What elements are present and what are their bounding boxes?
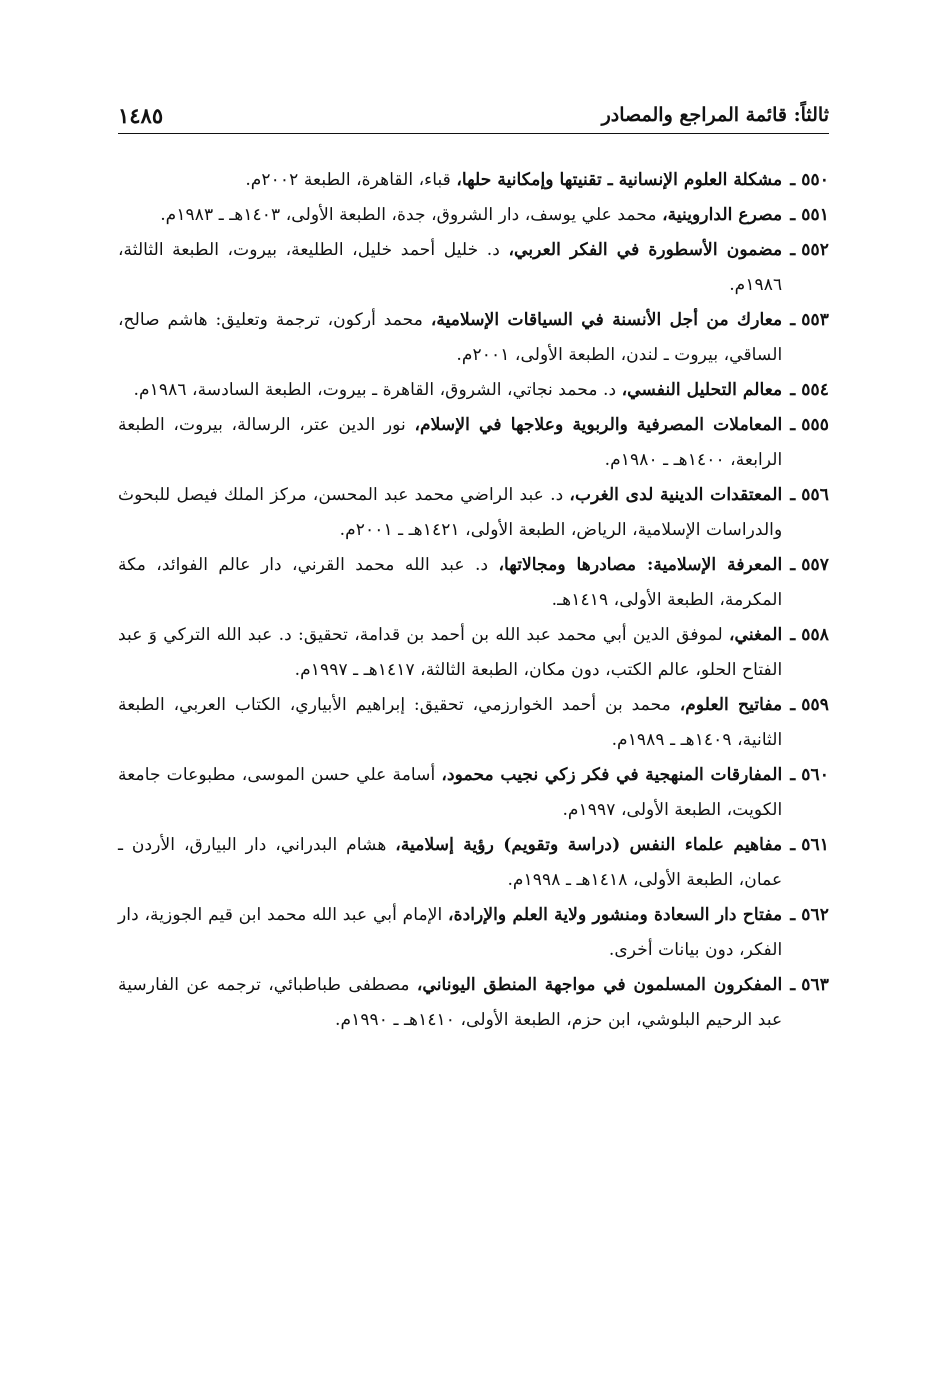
bibliography-entry — [118, 303, 829, 373]
entry-details: محمد بن أحمد الخوارزمي، تحقيق: إبراهيم الأبياري، الكتاب العربي، الطبعة الثانية، ١٤٠٩هـ ـ ١٩٨٩م. — [118, 695, 783, 750]
entry-text — [118, 408, 782, 478]
entry-number: ٥٥١ ـ — [790, 205, 829, 225]
entry-details: أسامة علي حسن الموسى، مطبوعات جامعة الكويت، الطبعة الأولى، ١٩٩٧م. — [118, 765, 783, 820]
entry-text — [118, 828, 782, 898]
entry-text — [118, 688, 782, 758]
section-title: ثالثاً: قائمة المراجع والمصادر — [601, 104, 829, 126]
entry-details: د. خليل أحمد خليل، الطليعة، بيروت، الطبعة الثالثة، ١٩٨٦م. — [118, 240, 783, 295]
entry-number: ٥٥٠ ـ — [790, 170, 829, 190]
entry-title: مضمون الأسطورة في الفكر العربي، — [508, 240, 783, 260]
bibliography-entry — [118, 898, 829, 968]
entry-title: مصرع الداروينية، — [662, 205, 783, 225]
entry-number: ٥٥٤ ـ — [790, 380, 829, 400]
bibliography-list — [118, 163, 829, 1038]
entry-number: ٥٥٣ ـ — [790, 310, 829, 330]
entry-title: المعتقدات الدينية لدى الغرب، — [569, 485, 783, 505]
entry-text — [118, 198, 782, 233]
entry-text — [118, 548, 782, 618]
entry-text — [118, 898, 782, 968]
entry-text — [118, 373, 782, 408]
entry-number: ٥٦٢ ـ — [790, 905, 829, 925]
entry-details: قباء، القاهرة، الطبعة ٢٠٠٢م. — [245, 170, 457, 190]
entry-title: مشكلة العلوم الإنسانية ـ تقنيتها وإمكانية حلها، — [456, 170, 783, 190]
entry-title: المفكرون المسلمون في مواجهة المنطق اليوناني، — [416, 975, 783, 995]
bibliography-entry — [118, 373, 829, 408]
entry-title: المغني، — [728, 625, 783, 645]
entry-details: د. محمد نجاتي، الشروق، القاهرة ـ بيروت، الطبعة السادسة، ١٩٨٦م. — [133, 380, 622, 400]
running-header — [118, 97, 829, 134]
bibliography-entry — [118, 828, 829, 898]
entry-title: مفتاح دار السعادة ومنشور ولاية العلم والإرادة، — [448, 905, 783, 925]
entry-title: المفارقات المنهجية في فكر زكي نجيب محمود، — [441, 765, 783, 785]
entry-title: معالم التحليل النفسي، — [621, 380, 783, 400]
entry-title: المعرفة الإسلامية: مصادرها ومجالاتها، — [498, 555, 783, 575]
entry-details: د. عبد الله محمد القرني، دار عالم الفوائد، مكة المكرمة، الطبعة الأولى، ١٤١٩هـ. — [118, 555, 783, 610]
bibliography-entry — [118, 198, 829, 233]
entry-number: ٥٥٨ ـ — [790, 625, 829, 645]
entry-number: ٥٥٢ ـ — [790, 240, 829, 260]
entry-text — [118, 968, 782, 1038]
entry-number: ٥٥٩ ـ — [790, 695, 829, 715]
entry-text — [118, 618, 782, 688]
entry-text — [118, 163, 782, 198]
entry-details: د. عبد الراضي محمد عبد المحسن، مركز الملك فيصل للبحوث والدراسات الإسلامية، الرياض، الطبعة الأولى، ١٤٢١هـ ـ ٢٠٠١م. — [118, 485, 783, 540]
entry-title: المعاملات المصرفية والربوية وعلاجها في الإسلام، — [414, 415, 783, 435]
bibliography-entry — [118, 688, 829, 758]
entry-details: الإمام أبي عبد الله محمد ابن قيم الجوزية، دار الفكر، دون بيانات أخرى. — [118, 905, 783, 960]
entry-details: محمد علي يوسف، دار الشروق، جدة، الطبعة الأولى، ١٤٠٣هـ ـ ١٩٨٣م. — [160, 205, 663, 225]
entry-text — [118, 758, 782, 828]
entry-number: ٥٦٣ ـ — [790, 975, 829, 995]
bibliography-entry — [118, 618, 829, 688]
entry-title: مفاتيح العلوم، — [679, 695, 783, 715]
bibliography-entry — [118, 968, 829, 1038]
bibliography-entry — [118, 163, 829, 198]
entry-number: ٥٦١ ـ — [790, 835, 829, 855]
entry-details: لموفق الدين أبي محمد عبد الله بن أحمد بن قدامة، تحقيق: د. عبد الله التركي وَ عبد الفتاح الحلو، عالم الكتب، دون مكان، الطبعة الثالثة، ١٤١٧هـ ـ ١٩٩٧م. — [118, 625, 783, 680]
bibliography-entry — [118, 758, 829, 828]
entry-details: مصطفى طباطبائي، ترجمه عن الفارسية عبد الرحيم البلوشي، ابن حزم، الطبعة الأولى، ١٤١٠هـ ـ ١٩٩٠م. — [118, 975, 783, 1030]
bibliography-entry — [118, 408, 829, 478]
entry-text — [118, 303, 782, 373]
bibliography-entry — [118, 233, 829, 303]
entry-number: ٥٥٥ ـ — [790, 415, 829, 435]
entry-number: ٥٥٦ ـ — [790, 485, 829, 505]
bibliography-entry — [118, 478, 829, 548]
bibliography-entry — [118, 548, 829, 618]
entry-text — [118, 478, 782, 548]
entry-details: نور الدين عتر، الرسالة، بيروت، الطبعة الرابعة، ١٤٠٠هـ ـ ١٩٨٠م. — [118, 415, 783, 470]
entry-details: هشام البدراني، دار البيارق، الأردن ـ عمان، الطبعة الأولى، ١٤١٨هـ ـ ١٩٩٨م. — [118, 835, 783, 890]
entry-details: محمد أركون، ترجمة وتعليق: هاشم صالح، الساقي، بيروت ـ لندن، الطبعة الأولى، ٢٠٠١م. — [118, 310, 783, 365]
page-number: ١٤٨٥ — [118, 102, 164, 128]
entry-title: معارك من أجل الأنسنة في السياقات الإسلامية، — [430, 310, 783, 330]
entry-number: ٥٦٠ ـ — [790, 765, 829, 785]
entry-text — [118, 233, 782, 303]
entry-number: ٥٥٧ ـ — [790, 555, 829, 575]
entry-title: مفاهيم علماء النفس (دراسة وتقويم) رؤية إسلامية، — [395, 835, 783, 855]
